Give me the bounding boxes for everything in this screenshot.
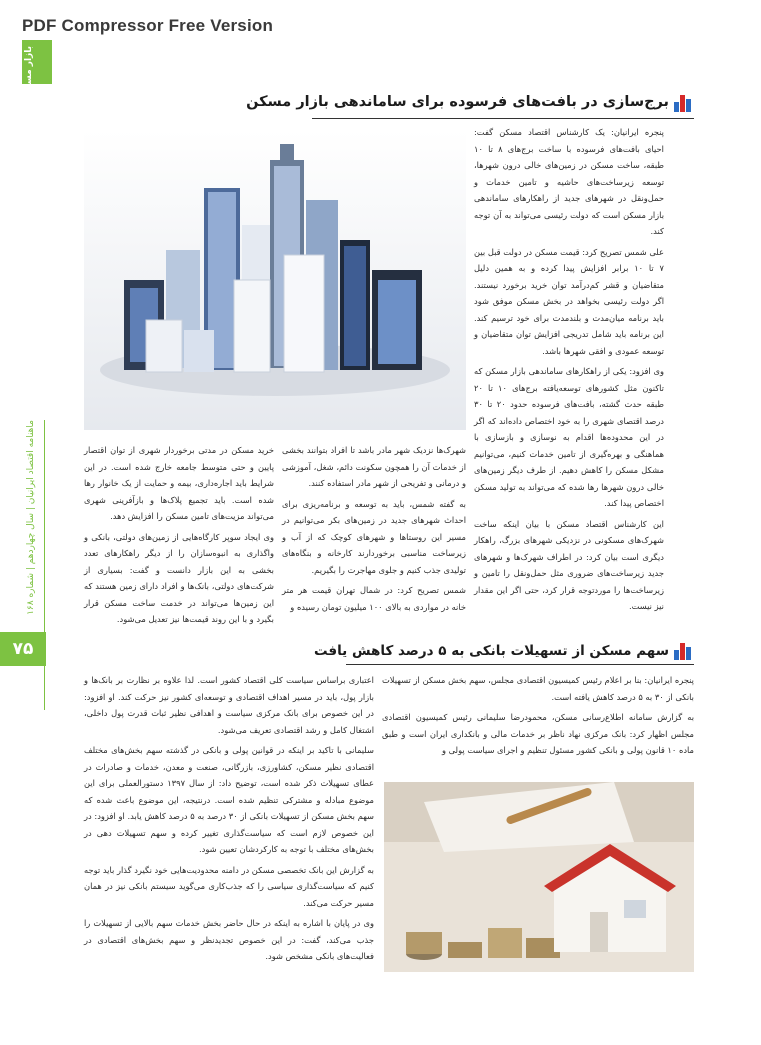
- article2-paragraph: به گزارش این بانک تخصصی مسکن در دامنه محدودیت‌هایی خود نگیرد گذار باید توجه کنیم که سیاست‌گذاری سیاسی را که جذب‌کاری می‌گوید سیستم بانکی نیز در همان مسیر حرکت می‌کند.: [84, 864, 374, 908]
- section-tab-label: بازار مسکن و ساختمان: [24, 46, 34, 149]
- article2-paragraph: سلیمانی با تاکید بر اینکه در قوانین پولی و بانکی در گذشته سهم بخش‌های مختلف اقتصادی نظیر مسکن، کشاورزی، بازرگانی، صنعت و معدن، خدمات و صادرات در عطای تسهیلات ذکر شده است، توضیح داد: از سال ۱۳۹۷ دستورالعملی برای این موضوع مبادله و مشترکی تنظیم شده است. درنتیجه، این موضوع باعث شده که سهم بخش مسکن از تسهیلات بانکی از ۳۰ درصد به ۵ درصد کاهش یابد. او افزود: در این خصوص لازم است که سیاست‌گذاری تغییر کرده و سهم تسهیلات دهی در بخش‌های مختلف با توجه به کارکردشان تعیین شود.: [84, 745, 374, 854]
- watermark-text: PDF Compressor Free Version: [22, 16, 274, 35]
- article1-paragraph: این کارشناس اقتصاد مسکن با بیان اینکه ساخت شهرک‌های مسکونی در نزدیکی شهرهای بزرگ، راهکار دیگری است بیان کرد: در اطراف شهرک‌ها و شهرهای جدید زیرساخت‌های ضروری مثل حمل‌ونقل را تامین و زیرساخت‌ها را موردتوجه قرار کرد، حتی اگر این مقدار نیز نیست.: [474, 518, 664, 611]
- article1-paragraph: پنجره ایرانیان: یک کارشناس اقتصاد مسکن گفت: احیای بافت‌های فرسوده با ساخت برج‌های ۸ تا ۱۰ طبقه، ساخت مسکن در زمین‌های خالی درون شهرها، توسعه زیرساخت‌های حاشیه و تامین خدمات و حمل‌ونقل در شهرهای جدید از راهکارهای ساماندهی بازار مسکن است که دولت رئیسی می‌تواند به آن توجه کند.: [474, 127, 664, 236]
- issue-info: ماهنامه اقتصاد ایرانیان | سال چهاردهم | شماره ۱۶۸: [26, 420, 36, 615]
- section-tab: [22, 40, 52, 149]
- chart-bars-icon: [674, 642, 694, 660]
- article1-paragraph: شمس تصریح کرد: در شمال تهران قیمت هر متر خانه در مواردی به بالای ۱۰۰ میلیون تومان رسیده و: [282, 585, 466, 612]
- skyline-illustration: [84, 130, 466, 430]
- article1-paragraph: شهرک‌ها نزدیک شهر مادر باشد تا افراد بتوانند بخشی از خدمات آن را همچون سکونت دائم، شغل، آموزشی و درمانی و تفریحی از شهر مادر استفاده کنند.: [282, 445, 466, 488]
- article1-paragraph: علی شمس تصریح کرد: قیمت مسکن در دولت قبل بین ۷ تا ۱۰ برابر افزایش پیدا کرده و به همین دلیل متقاضیان و قشر کم‌درآمد توان خرید برخورد نیستند. اگر دولت رئیسی بخواهد در بخش مسکن موفق شود باید برنامه میان‌مدت و بلندمدت برای خود ترسیم کند. این برنامه باید شامل تدریجی افزایش توان متقاضیان و توسعه عمودی و افقی شهرها باشد.: [474, 246, 664, 356]
- article1-paragraph: به گفته شمس، باید به توسعه و برنامه‌ریزی برای احداث شهرهای جدید در زمین‌های بکر می‌توانیم در مسیر این روستاها و شهرهای کوچک که از آب و زیرساخت مناسبی برخوردارند کارخانه و بنگاه‌های تولیدی جذب کنیم و جلوی مهاجرت را بگیریم.: [282, 498, 466, 575]
- article1-paragraph: وی افزود: یکی از راهکارهای ساماندهی بازار مسکن که تاکنون مثل کشورهای توسعه‌یافته برج‌های ۱۰ تا ۲۰ طبقه حدت گشته، بافت‌های فرسوده حدود ۲۰ تا ۳۰ درصد اقتصای شهری را به خود اختصاص داده‌اند که اگر در این محدوده‌ها اقدام به نوسازی و بازسازی با هماهنگی و بهره‌گیری از تامین خدمات کنیم، می‌توانیم مشکل مسکن را کاهش دهیم. از طرف دیگر زمین‌های خالی درون شهرها رها شده که می‌تواند به تولید مسکن اختصاص پیدا کند.: [474, 366, 664, 508]
- article2-title: سهم مسکن از تسهیلات بانکی به ۵ درصد کاهش یافت: [313, 643, 669, 659]
- house-coins-illustration: [384, 782, 694, 972]
- article1-column-left: [84, 442, 274, 624]
- left-rail: [22, 420, 45, 710]
- house-coins-photo: [384, 782, 694, 972]
- article1-title: برج‌سازی در بافت‌های فرسوده برای ساماندهی بازار مسکن: [246, 94, 669, 110]
- article2-column-right: [382, 672, 694, 776]
- article1-paragraph: وی ایجاد سوپر کارگاه‌هایی از زمین‌های دولتی، بانکی و واگذاری به انبوه‌سازان را از دیگر راهکارهای تعدد بخشی به این بازار دانست و گفت: بسیاری از شرکت‌های دولتی، بانک‌ها و افراد دارای زمین هستند که این زمین‌ها می‌تواند در خدمت ساخت مسکن قرار بگیرد و با این روند قیمت‌ها نیز تعدیل می‌شود.: [84, 531, 274, 624]
- article2-title-rule: [346, 664, 694, 665]
- chart-bars-icon: [674, 94, 694, 112]
- article1-title-rule: [312, 118, 694, 119]
- article1-paragraph: خرید مسکن در مدتی برخوردار شهری از توان اقتصار پایین و حتی متوسط جامعه خارج شده است. در این شرایط باید اجاره‌داری، بیمه و حمایت از یک خانوار رها شده است. باید تجمیع پلاک‌ها و بازآفرینی شهری می‌تواند مزیت‌های تامین مسکن را افزایش دهد.: [84, 445, 274, 521]
- page-number: ۷۵: [0, 632, 46, 666]
- article2-paragraph: وی در پایان با اشاره به اینکه در حال حاضر بخش خدمات سهم بالایی از تسهیلات را جذب می‌کند، گفت: در این خصوص تجدیدنظر و سهم بخش‌های اقتصادی در فعالیت‌های بانکی مشخص شود.: [84, 918, 374, 961]
- city-skyline-photo: [84, 130, 466, 430]
- article2-paragraph: اعتباری براساس سیاست کلی اقتصاد کشور است. لذا علاوه بر نظارت بر بانک‌ها و بازار پول، باید در مسیر اهداف اقتصادی و توسعه‌ای کشور نیز حرکت کند. او افزود: در این خصوص برای بانک مرکزی سیاست و اهدافی نظیر ثبات قدرت پول داخلی، اشتغال کامل و رشد اقتصادی تعریف می‌شود.: [84, 675, 374, 735]
- article1-column-middle: [282, 442, 466, 612]
- article2-column-left: [84, 672, 374, 972]
- article2-paragraph: به گزارش سامانه اطلاع‌رسانی مسکن، محمودرضا سلیمانی رئیس کمیسیون اقتصادی مجلس اظهار کرد: بانک مرکزی نهاد ناظر بر خدمات مالی و بانکداری ایران است و طبق ماده ۱۰ قانون پولی و بانکی کشور مسئول تنظیم و اجرای سیاست پولی و: [382, 712, 694, 755]
- article2-paragraph: پنجره ایرانیان: بنا بر اعلام رئیس کمیسیون اقتصادی مجلس، سهم بخش مسکن از تسهیلات بانکی از ۳۰ به ۵ درصد کاهش یافته است.: [382, 675, 694, 702]
- article1-column-right: [474, 124, 664, 611]
